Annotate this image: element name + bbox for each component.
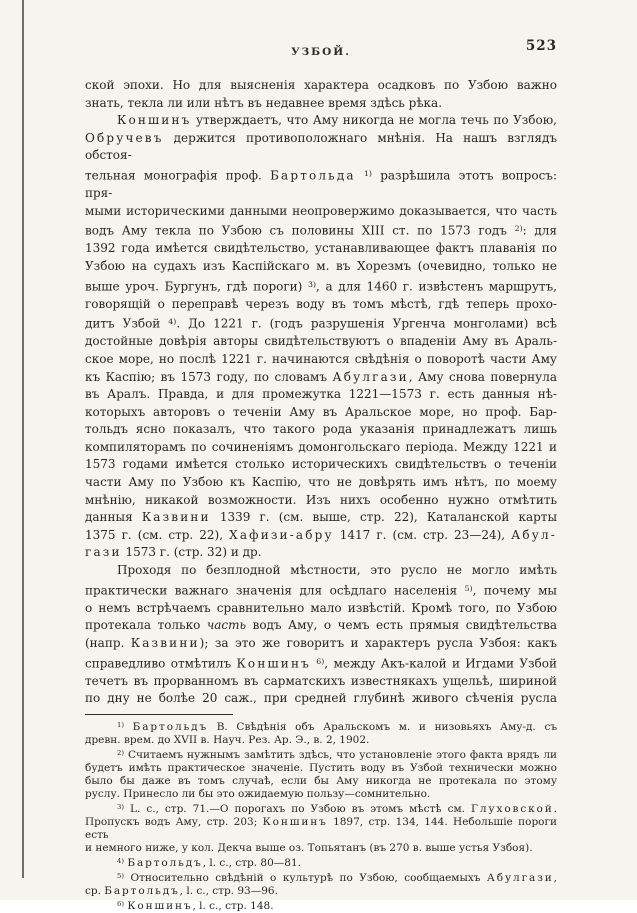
text-segment: 1392 года имѣется свидѣтельство, устанавливающее фактъ плаванія по bbox=[85, 241, 557, 256]
text-segment: 1375 г. (см. стр. 22), bbox=[85, 527, 230, 542]
text-line bbox=[85, 580, 557, 600]
text-segment: данныя bbox=[85, 510, 142, 525]
text-segment: 1897, стр. 134, 144. Небольшіе пороги есть bbox=[85, 815, 557, 841]
proper-name: Коншинъ bbox=[127, 900, 193, 913]
footnote-6 bbox=[85, 898, 557, 913]
text-line bbox=[85, 562, 557, 580]
text-segment: 1573 г. (стр. 32) и др. bbox=[121, 545, 262, 560]
paragraph-uzboy-channel bbox=[85, 562, 557, 708]
footnote-3 bbox=[85, 801, 557, 855]
text-segment: руслу. Принесло ли бы это ожидаемую пользу—сомнительно. bbox=[85, 787, 431, 800]
text-segment: , bbox=[553, 872, 557, 885]
text-segment: ской эпохи. Но для выясненія характера осадковъ по Узбою важно bbox=[85, 78, 557, 92]
text-segment bbox=[124, 721, 133, 733]
text-line bbox=[85, 474, 557, 492]
text-line bbox=[85, 635, 557, 653]
text-line bbox=[85, 439, 557, 457]
text-line bbox=[85, 544, 557, 562]
text-segment: было бы даже въ томъ случаѣ, если бы Аму никогда не протекала по этому bbox=[85, 774, 557, 787]
footnote-ref: 6) bbox=[316, 656, 325, 666]
text-segment: части Аму по Узбою къ Каспію, что не довѣрять имъ нѣтъ, по моему bbox=[85, 475, 557, 490]
page-content bbox=[85, 40, 557, 913]
footnote-ref: 2) bbox=[117, 748, 124, 757]
text-line bbox=[85, 690, 557, 708]
footnote-separator bbox=[85, 714, 233, 715]
text-segment: , l. c., стр. 93—96. bbox=[179, 885, 278, 898]
text-line bbox=[85, 276, 557, 296]
text-line bbox=[85, 617, 557, 635]
text-segment: держится противоположнаго мнѣнія. На нашъ взглядъ обстоя- bbox=[85, 130, 557, 163]
text-line bbox=[85, 456, 557, 474]
text-segment: : для bbox=[522, 223, 557, 238]
text-segment: дитъ Узбой bbox=[85, 316, 169, 331]
text-line bbox=[85, 258, 557, 276]
footnote-ref: 3) bbox=[117, 802, 124, 811]
text-line bbox=[85, 898, 557, 913]
text-line bbox=[85, 77, 557, 95]
footnote-ref: 5) bbox=[117, 872, 124, 881]
text-segment: мыми историческими данными неопровержимо доказывается, что часть bbox=[85, 203, 557, 218]
text-segment: ); за это же говоритъ и характеръ русла Узбоя: какъ bbox=[199, 635, 557, 650]
text-segment: Считаемъ нужнымъ замѣтить здѣсь, что установленіе этого факта врядъ ли bbox=[124, 748, 557, 761]
proper-name: Абулгази bbox=[486, 872, 554, 885]
text-segment: водъ Аму текла по Узбою съ половины XIII ст. по 1573 годъ bbox=[85, 223, 515, 238]
footnote-4 bbox=[85, 855, 557, 870]
text-segment: мнѣнію, никакой возможности. Изъ нихъ особенно нужно отмѣтить bbox=[85, 492, 557, 507]
text-line bbox=[85, 220, 557, 240]
text-line bbox=[85, 112, 557, 130]
text-segment: Пропускъ водъ Аму, стр. 203; bbox=[85, 815, 263, 828]
text-segment: достойные довѣрія авторы свидѣтельствуютъ о впаденіи Аму въ Араль- bbox=[85, 334, 557, 349]
proper-name: Хафизи-абру bbox=[229, 527, 334, 542]
text-segment: тельная монографія проф. bbox=[85, 168, 271, 183]
text-line bbox=[85, 240, 557, 258]
text-segment: водъ Аму, о чемъ есть прямыя свидѣтельства bbox=[246, 618, 558, 633]
text-segment: (напр. bbox=[85, 635, 131, 650]
text-line bbox=[85, 95, 557, 113]
text-line bbox=[85, 296, 557, 314]
text-line bbox=[85, 855, 557, 870]
text-segment: , а для 1460 г. извѣстенъ маршрутъ, bbox=[316, 279, 557, 294]
proper-name: Глуховской bbox=[471, 802, 554, 815]
text-segment: ср. bbox=[85, 885, 105, 898]
text-segment: L. c., стр. 71.—О порогахъ по Узбою въ этомъ мѣстѣ см. bbox=[124, 802, 472, 815]
text-segment: къ Каспію; въ 1573 году, по словамъ bbox=[85, 369, 333, 384]
proper-name: Обручевъ bbox=[85, 130, 164, 145]
proper-name: Казвини bbox=[130, 635, 200, 650]
text-segment: о немъ встрѣчаемъ сравнительно мало извѣстій. Кромѣ того, по Узбою bbox=[85, 600, 557, 615]
text-segment: ское море, но послѣ 1221 г. начинаются свѣдѣнія о поворотѣ части Аму bbox=[85, 351, 557, 366]
text-segment: Узбою на судахъ изъ Каспійскаго м. въ Хорезмъ (очевидно, только не bbox=[85, 258, 557, 273]
text-segment: Проходя по безплодной мѣстности, это русло не могло имѣть bbox=[117, 563, 557, 578]
text-line bbox=[85, 842, 557, 855]
text-segment: и немного ниже, у кол. Декча выше оз. Топьятанъ (въ 270 в. выше устья Узбоя). bbox=[85, 841, 533, 854]
text-segment bbox=[356, 168, 364, 182]
text-segment: выше уроч. Бургунъ, гдѣ пороги) bbox=[85, 279, 308, 294]
text-line bbox=[85, 653, 557, 673]
footnote-ref: 4) bbox=[168, 317, 177, 327]
footnote-5 bbox=[85, 870, 557, 898]
text-segment: утверждаетъ, что Аму никогда не могла течь по Узбою, bbox=[191, 113, 557, 128]
proper-name: гази bbox=[85, 545, 122, 560]
text-segment: компиляторамъ по сочиненіямъ домонгольскаго періода. Между 1221 и bbox=[85, 439, 557, 454]
body-text bbox=[85, 77, 557, 708]
running-header bbox=[85, 40, 557, 58]
footnote-ref: 4) bbox=[117, 856, 124, 865]
text-segment: 1573 годами имѣется столько историческихъ свидѣтельствъ о теченіи bbox=[85, 457, 557, 472]
text-line bbox=[85, 788, 557, 801]
footnote-ref: 2) bbox=[514, 224, 523, 234]
text-line bbox=[85, 734, 557, 747]
text-line bbox=[85, 719, 557, 734]
text-segment: разрѣшила этотъ вопросъ: пря- bbox=[85, 168, 557, 201]
text-line bbox=[85, 801, 557, 816]
text-segment: , l. c., стр. 80—81. bbox=[202, 857, 301, 870]
text-segment: справедливо отмѣтилъ bbox=[85, 656, 237, 670]
text-line bbox=[85, 165, 557, 203]
footnote-ref: 1) bbox=[363, 168, 372, 178]
proper-name: Коншинъ bbox=[262, 815, 328, 828]
text-segment: протекала только bbox=[85, 618, 207, 633]
text-segment: . До 1221 г. (годъ разрушенія Ургенча монголами) всѣ bbox=[176, 316, 558, 331]
footnote-1 bbox=[85, 719, 557, 747]
text-line bbox=[85, 351, 557, 369]
text-segment: говорящій о переправѣ черезъ воду въ томъ мѣстѣ, гдѣ теперь прохо- bbox=[85, 296, 557, 311]
footnotes bbox=[85, 719, 557, 913]
text-line bbox=[85, 816, 557, 842]
text-segment: практически важнаго значенія для осѣдлаго населенія bbox=[85, 583, 465, 598]
text-line bbox=[85, 421, 557, 439]
footnote-ref: 6) bbox=[117, 900, 124, 909]
text-segment: течетъ въ прорванномъ въ сарматскихъ известнякахъ ущельѣ, шириной bbox=[85, 673, 557, 688]
text-line bbox=[85, 130, 557, 165]
footnote-2 bbox=[85, 747, 557, 801]
text-line bbox=[85, 333, 557, 351]
text-segment: знать, текла ли или нѣтъ въ недавнее время здѣсь рѣка. bbox=[85, 95, 443, 110]
proper-name: Бартольдъ bbox=[104, 885, 180, 898]
paragraph-continuation bbox=[85, 77, 557, 112]
text-line bbox=[85, 492, 557, 510]
paragraph-konshin-bartold bbox=[85, 112, 557, 562]
text-line bbox=[85, 313, 557, 333]
proper-name: Абул- bbox=[511, 527, 558, 542]
text-line bbox=[85, 600, 557, 618]
text-line bbox=[85, 386, 557, 404]
text-line bbox=[85, 885, 557, 898]
proper-name: Коншинъ bbox=[117, 113, 192, 128]
footnote-ref: 1) bbox=[117, 720, 124, 729]
text-line bbox=[85, 762, 557, 775]
text-segment: часть bbox=[206, 618, 247, 633]
text-line bbox=[85, 404, 557, 422]
proper-name: Бартольдъ bbox=[132, 720, 209, 733]
text-line bbox=[85, 509, 557, 527]
proper-name: Коншинъ bbox=[236, 656, 311, 670]
proper-name: Казвини bbox=[141, 510, 211, 525]
proper-name: Абулгази bbox=[332, 369, 409, 384]
text-segment: , между Акъ-калой и Игдами Узбой bbox=[324, 656, 557, 670]
text-line bbox=[85, 203, 557, 221]
proper-name: Бартольдъ bbox=[127, 857, 203, 870]
footnote-ref: 3) bbox=[307, 279, 316, 289]
text-segment: по дну не болѣе 20 саж., при средней глубинѣ живого сѣченія русла bbox=[85, 691, 557, 706]
text-line bbox=[85, 673, 557, 691]
text-segment: будетъ имѣть практическое значеніе. Пустить воду въ Узбой технически можно bbox=[85, 761, 557, 774]
text-segment: которыхъ авторовъ о теченіи Аму въ Аральское море, но проф. Бар- bbox=[85, 404, 557, 419]
text-segment: , l. c., стр. 148. bbox=[192, 900, 274, 913]
text-segment: 1339 г. (см. выше, стр. 22), Каталанской карты bbox=[210, 510, 557, 525]
text-segment: , Аму снова повернула bbox=[408, 369, 557, 384]
footnote-ref: 5) bbox=[464, 583, 473, 593]
text-line bbox=[85, 527, 557, 545]
page-number: 523 bbox=[525, 38, 557, 54]
text-segment: Относительно свѣдѣній о культурѣ по Узбою, сообщаемыхъ bbox=[124, 872, 487, 885]
text-segment: тольдъ ясно показалъ, что такого рода указанія принадлежатъ лишь bbox=[85, 422, 557, 437]
text-segment: древн. врем. до XVII в. Науч. Рез. Ар. Э., в. 2, 1902. bbox=[85, 733, 370, 746]
text-segment: въ Аралъ. Правда, и для промежутка 1221—1573 г. есть данныя нѣ- bbox=[85, 387, 557, 402]
text-segment: В. Свѣдѣнія объ Аральскомъ м. и низовьяхъ Аму-д. съ bbox=[208, 720, 557, 733]
text-segment: , почему мы bbox=[472, 583, 557, 598]
page-title: УЗБОЙ. bbox=[291, 46, 351, 58]
proper-name: Бартольда bbox=[270, 168, 356, 183]
text-segment: . bbox=[553, 802, 557, 815]
scan-edge-line bbox=[22, 0, 24, 878]
text-line bbox=[85, 870, 557, 885]
text-segment: 1417 г. (см. стр. 23—24), bbox=[333, 527, 512, 542]
text-line bbox=[85, 775, 557, 788]
text-line bbox=[85, 747, 557, 762]
text-line bbox=[85, 369, 557, 387]
